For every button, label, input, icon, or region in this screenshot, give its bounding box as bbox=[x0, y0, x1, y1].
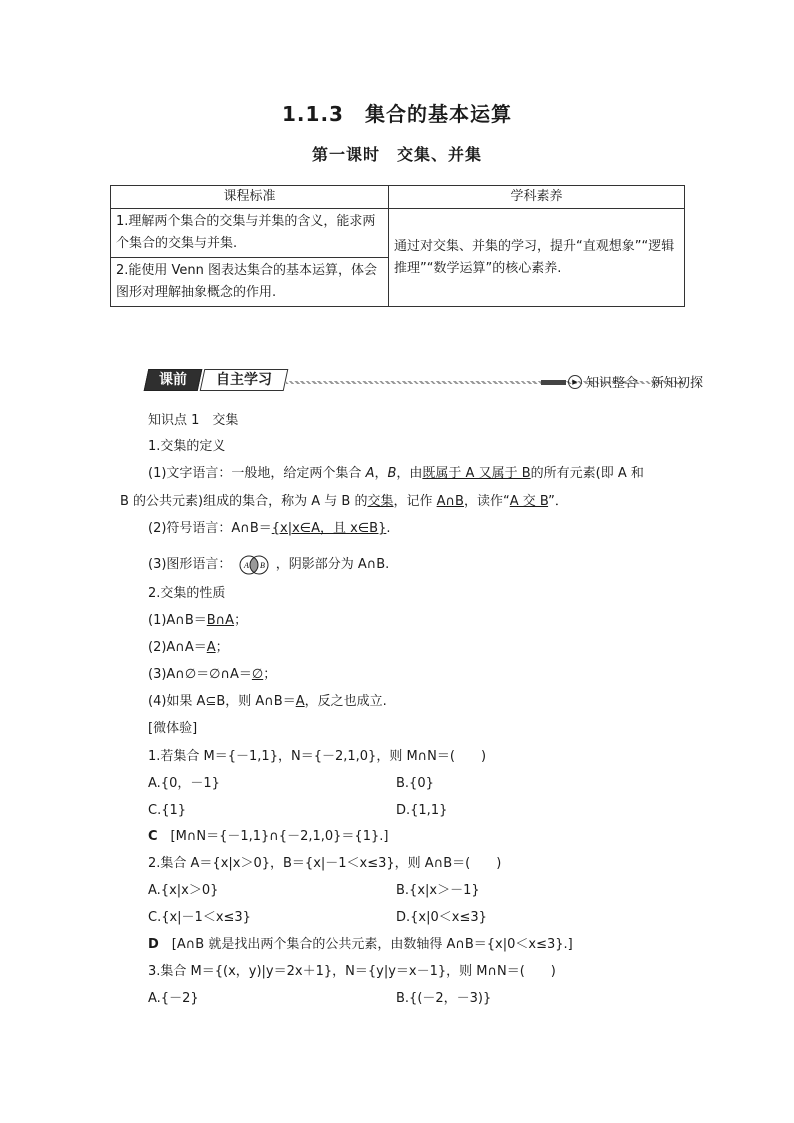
property-1: (1)A∩B＝B∩A； bbox=[148, 613, 248, 628]
question-3-option-a: A.{－2} bbox=[148, 991, 199, 1006]
table-header-standard: 课程标准 bbox=[111, 186, 389, 209]
blank-answer: B∩A bbox=[206, 613, 235, 628]
page-title: 1.1.3 集合的基本运算 bbox=[282, 102, 512, 126]
question-2-answer: D [A∩B 就是找出两个集合的公共元素，由数轴得 A∩B＝{x|0＜x≤3}.] bbox=[148, 937, 573, 952]
question-2-option-c: C.{x|－1＜x≤3} bbox=[148, 910, 251, 925]
table-cell-standard-2: 2.能使用 Venn 图表达集合的基本运算，体会图形对理解抽象概念的作用. bbox=[111, 258, 389, 307]
blank-answer: A∩B bbox=[436, 494, 464, 509]
banner-rule-bar bbox=[541, 380, 566, 385]
table-header-row bbox=[111, 186, 685, 209]
page-subtitle: 第一课时 交集、并集 bbox=[311, 145, 482, 164]
venn-label-b: B bbox=[259, 560, 265, 570]
definition-text-line-1: (1)文字语言：一般地，给定两个集合 A，B，由既属于 A 又属于 B的所有元素(即 A 和 bbox=[148, 466, 644, 481]
question-1-option-a: A.{0，－1} bbox=[148, 776, 220, 791]
banner-right-text: 知识整合 新知初探 bbox=[586, 376, 704, 391]
venn-label-a: A bbox=[243, 560, 249, 570]
blank-answer: A 交 B bbox=[509, 494, 549, 509]
venn-diagram-icon bbox=[236, 553, 272, 577]
property-title: 2.交集的性质 bbox=[148, 586, 226, 601]
question-2-option-b: B.{x|x＞－1} bbox=[396, 883, 480, 898]
question-3-option-b: B.{(－2，－3)} bbox=[396, 991, 492, 1006]
blank-answer: 既属于 A 又属于 B bbox=[422, 466, 531, 481]
question-1-option-d: D.{1,1} bbox=[396, 803, 448, 818]
knowledge-point-title: 知识点 1 交集 bbox=[148, 413, 239, 428]
blank-answer: ∅ bbox=[251, 667, 264, 682]
blank-answer: {x|x∈A，且 x∈B} bbox=[271, 521, 387, 536]
standards-table bbox=[110, 185, 685, 307]
micro-experience-heading: [微体验] bbox=[148, 721, 198, 736]
answer-letter: D bbox=[148, 937, 159, 952]
definition-graphic: (3)图形语言： A B ，阴影部分为 A∩B. bbox=[148, 552, 389, 578]
definition-text-line-2: B 的公共元素)组成的集合，称为 A 与 B 的交集，记作 A∩B，读作“A 交 B”． bbox=[120, 494, 568, 509]
blank-answer: A bbox=[206, 640, 216, 655]
blank-answer: A bbox=[295, 694, 305, 709]
table-row bbox=[111, 209, 685, 258]
table-cell-standard-1: 1.理解两个集合的交集与并集的含义，能求两个集合的交集与并集. bbox=[111, 209, 389, 258]
question-1-answer: C [M∩N＝{－1,1}∩{－2,1,0}＝{1}.] bbox=[148, 829, 389, 844]
property-3: (3)A∩∅＝∅∩A＝∅； bbox=[148, 667, 277, 682]
definition-title: 1.交集的定义 bbox=[148, 439, 226, 454]
section-banner bbox=[146, 369, 706, 391]
question-1-option-c: C.{1} bbox=[148, 803, 187, 818]
table-cell-literacy: 通过对交集、并集的学习，提升“直观想象”“逻辑推理”“数学运算”的核心素养. bbox=[389, 209, 685, 307]
answer-letter: C bbox=[148, 829, 158, 844]
property-4: (4)如果 A⊆B，则 A∩B＝A，反之也成立. bbox=[148, 694, 387, 709]
question-2: 2.集合 A＝{x|x＞0}，B＝{x|－1＜x≤3}，则 A∩B＝( ) bbox=[148, 856, 502, 871]
question-1-option-b: B.{0} bbox=[396, 776, 434, 791]
table-header-literacy: 学科素养 bbox=[389, 186, 685, 209]
definition-symbolic: (2)符号语言：A∩B＝{x|x∈A，且 x∈B}. bbox=[148, 521, 391, 536]
banner-tag-self-study: 自主学习 bbox=[200, 369, 289, 391]
blank-answer: 交集 bbox=[367, 494, 394, 509]
property-2: (2)A∩A＝A； bbox=[148, 640, 229, 655]
play-icon: ▶ bbox=[568, 375, 582, 389]
question-2-option-a: A.{x|x＞0} bbox=[148, 883, 219, 898]
question-1: 1.若集合 M＝{－1,1}，N＝{－2,1,0}，则 M∩N＝( ) bbox=[148, 749, 487, 764]
banner-tag-before-class: 课前 bbox=[144, 369, 203, 391]
question-2-option-d: D.{x|0＜x≤3} bbox=[396, 910, 487, 925]
question-3: 3.集合 M＝{(x，y)|y＝2x＋1}，N＝{y|y＝x－1}，则 M∩N＝( ) bbox=[148, 964, 556, 979]
